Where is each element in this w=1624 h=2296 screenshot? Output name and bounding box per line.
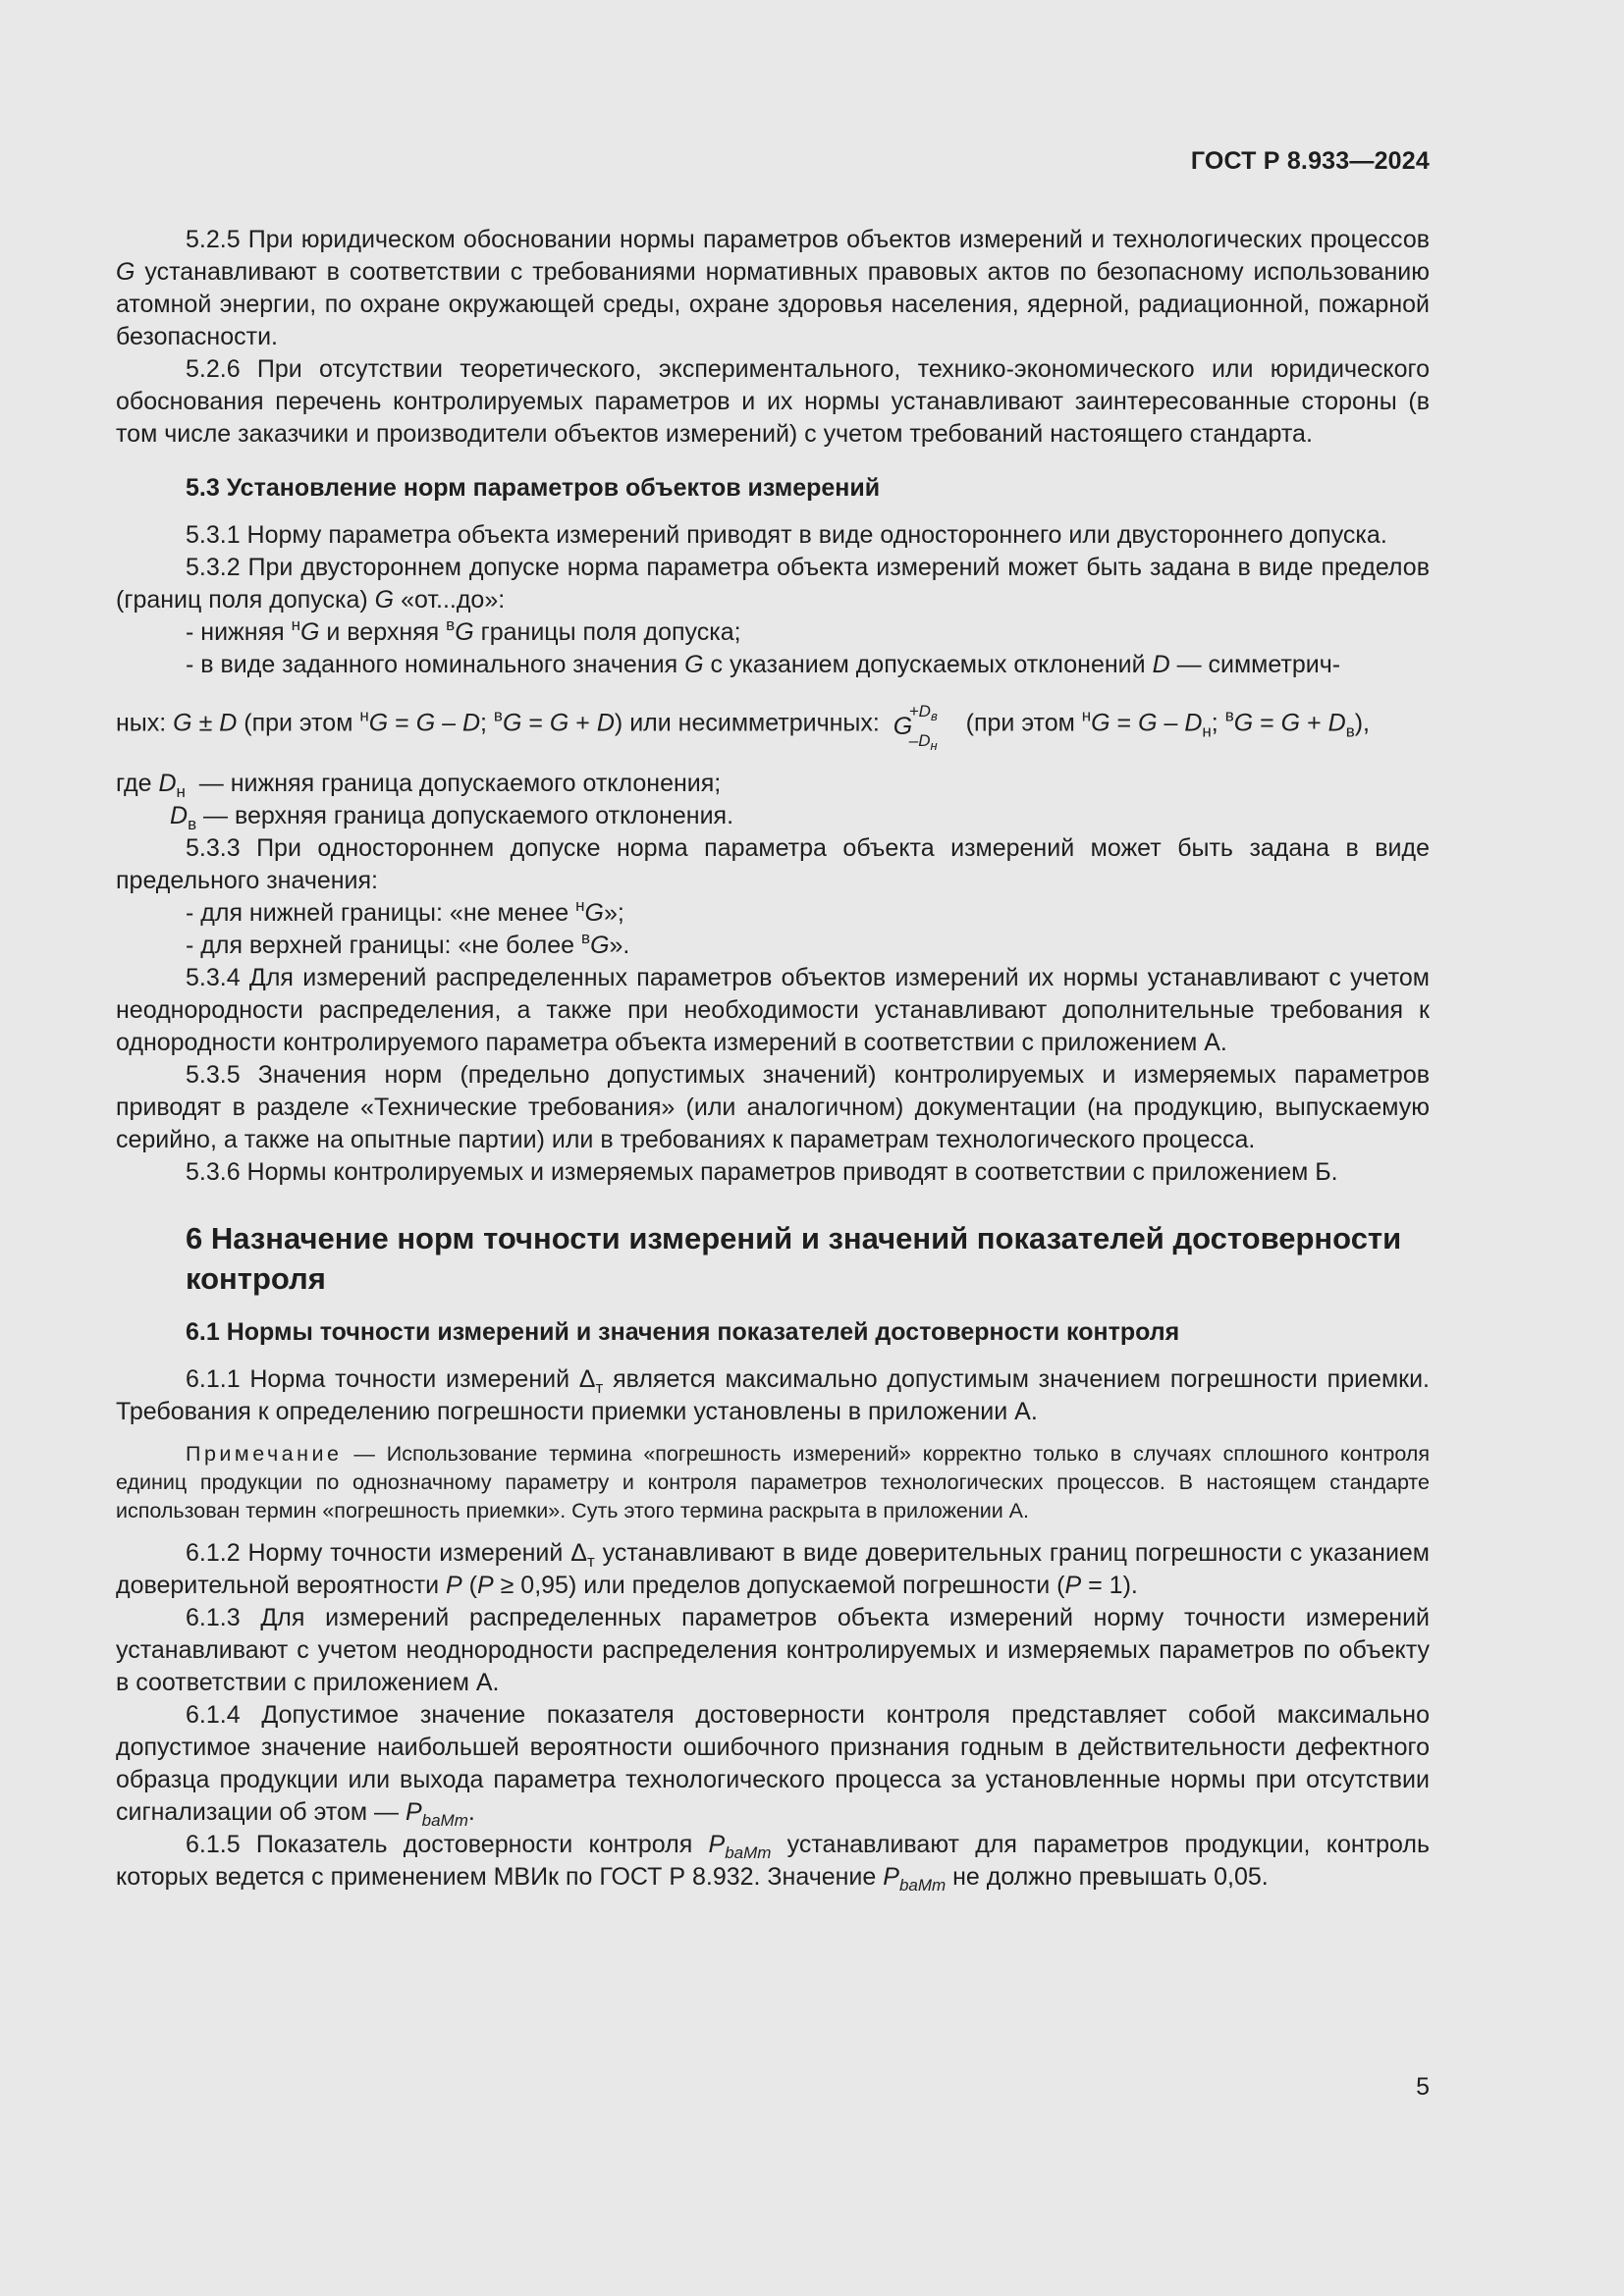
section-heading-6: 6 Назначение норм точности измерений и значений показателей достоверности контроля xyxy=(186,1221,1402,1296)
paragraph-5-2-5: 5.2.5 При юридическом обосновании нормы параметров объектов измерений и технологических процессов G устанавливают в соответствии с требованиями нормативных правовых актов по безопасному использованию атомной энергии, по охране окружающей среды, охране здоровья населения, ядерной, радиационной, пожарной безопасности. xyxy=(116,226,1430,350)
paragraph-5-3-6: 5.3.6 Нормы контролируемых и измеряемых параметров приводят в соответствии с приложением Б. xyxy=(186,1158,1338,1186)
list-item-upper-bound: - для верхней границы: «не более $^в$G». xyxy=(186,929,630,959)
paragraph-6-1-5: 6.1.5 Показатель достоверности контроля $P_{baMm}$ устанавливают для параметров продукции, контроль которых ведется с применением МВИк по ГОСТ Р 8.932. Значение $P_{baMm}$ не должно превышать 0,05. xyxy=(116,1831,1430,1895)
list-item-nominal: - в виде заданного номинального значения G с указанием допускаемых отклонений D — симметрич- xyxy=(186,651,1341,678)
document-body xyxy=(116,224,1430,1894)
where-d-upper: $D_в$ — верхняя граница допускаемого отклонения. xyxy=(170,802,734,833)
paragraph-5-3-1: 5.3.1 Норму параметра объекта измерений приводят в виде одностороннего или двустороннего допуска. xyxy=(186,521,1387,549)
list-item-lower-bound: - для нижней границы: «не менее $^н$G»; xyxy=(186,896,624,927)
paragraph-5-3-2: 5.3.2 При двустороннем допуске норма параметра объекта измерений может быть задана в виде пределов (границ поля допуска) G «от...до»: xyxy=(116,554,1430,614)
paragraph-5-3-3: 5.3.3 При одностороннем допуске норма параметра объекта измерений может быть задана в виде предельного значения: xyxy=(116,834,1430,894)
section-heading-5-3: 5.3 Установление норм параметров объектов измерений xyxy=(186,474,881,502)
paragraph-5-3-5: 5.3.5 Значения норм (предельно допустимых значений) контролируемых и измеряемых параметров приводят в разделе «Технические требования» (или аналогичном) документации (на продукцию, выпускаемую серийно, а также на опытные партии) или в требованиях к параметрам технологического процесса. xyxy=(116,1061,1430,1153)
tolerance-formula: ных: G ± D (при этом $^н$G = G – D; $^в$G = G + D) или несимметричных: G $+D_в$ $-D_н$ (при этом $^нG = G - D_н$; $^вG = G + D_в$), xyxy=(116,702,1370,753)
paragraph-5-2-6: 5.2.6 При отсутствии теоретического, экспериментального, технико-экономического или юридического обоснования перечень контролируемых параметров и их нормы устанавливают заинтересованные стороны (в том числе заказчики и производители объектов измерений) с учетом требований настоящего стандарта. xyxy=(116,355,1430,448)
section-heading-6-1: 6.1 Нормы точности измерений и значения показателей достоверности контроля xyxy=(186,1318,1180,1346)
asymmetric-tolerance: G $+D_в$ $-D_н$ xyxy=(893,702,938,753)
paragraph-5-3-4: 5.3.4 Для измерений распределенных параметров объектов измерений их нормы устанавливают с учетом неоднородности распределения, а также при необходимости устанавливают дополнительные требования к однородности контролируемого параметра объекта измерений в соответствии с приложением А. xyxy=(116,964,1430,1056)
paragraph-6-1-4: 6.1.4 Допустимое значение показателя достоверности контроля представляет собой максимально допустимое значение наибольшей вероятности ошибочного признания годным в действительности дефектного образца продукции или выхода параметра технологического процесса за установленные нормы при отсутствии сигнализации об этом — $P_{baMm}$. xyxy=(116,1701,1430,1830)
where-d-lower: где $D_н$ — нижняя граница допускаемого отклонения; xyxy=(116,770,722,801)
note: Примечание — Использование термина «погрешность измерений» корректно только в случаях сплошного контроля единиц продукции по однозначному параметру и контроля параметров технологических процессов. В настоящем стандарте использован термин «погрешность приемки». Суть этого термина раскрыта в приложении А. xyxy=(116,1442,1430,1522)
paragraph-6-1-3: 6.1.3 Для измерений распределенных параметров объекта измерений норму точности измерений устанавливают с учетом неоднородности распределения контролируемых и измеряемых параметров по объекту в соответствии с приложением А. xyxy=(116,1604,1430,1696)
list-item-limits: - нижняя $^н$G и верхняя $^в$G границы поля допуска; xyxy=(186,615,741,646)
page-number: 5 xyxy=(1416,2073,1430,2101)
document-header: ГОСТ Р 8.933—2024 xyxy=(1190,147,1430,175)
paragraph-6-1-1: 6.1.1 Норма точности измерений $\Delta_т$ является максимально допустимым значением погрешности приемки. Требования к определению погрешности приемки установлены в приложении А. xyxy=(116,1365,1431,1425)
paragraph-6-1-2: 6.1.2 Норму точности измерений $\Delta_т$ устанавливают в виде доверительных границ погрешности с указанием доверительной вероятности P (P ≥ 0,95) или пределов допускаемой погрешности (P = 1). xyxy=(116,1539,1430,1599)
